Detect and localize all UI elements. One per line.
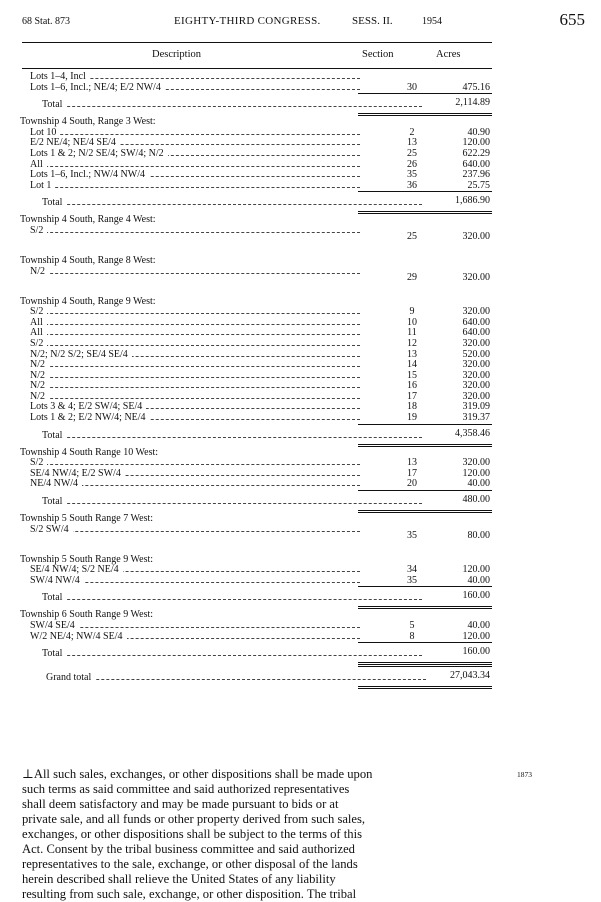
- row-description: Lots 1–6, Incl.; NW/4 NW/4: [30, 170, 360, 181]
- row-description: N/2: [30, 267, 360, 278]
- total-row: [0, 191, 601, 215]
- row-description: S/2: [30, 458, 360, 469]
- row-acres: 320.00: [462, 457, 490, 469]
- table-row: [0, 328, 601, 339]
- row-section: 13: [407, 348, 417, 360]
- table-row: [0, 402, 601, 413]
- row-description: Lots 1 & 2; E/2 NW/4; NE/4: [30, 413, 360, 424]
- row-section: 2: [409, 126, 415, 138]
- row-description: Lot 10: [30, 128, 360, 139]
- row-section: 15: [407, 369, 417, 381]
- row-description: Township 4 South, Range 9 West:: [20, 297, 160, 308]
- row-description: Total: [42, 497, 422, 508]
- row-description: S/2 SW/4: [30, 525, 360, 536]
- row-description: W/2 NE/4; NW/4 SE/4: [30, 632, 360, 643]
- row-description: All: [30, 160, 360, 171]
- row-description: Total: [42, 593, 422, 604]
- table-row: [0, 565, 601, 576]
- row-acres: 320.00: [462, 390, 490, 402]
- table-header: [22, 42, 492, 69]
- table-row: [0, 339, 601, 350]
- row-description: E/2 NE/4; NE/4 SE/4: [30, 138, 360, 149]
- total-row: [0, 666, 601, 690]
- row-description: SE/4 NW/4; S/2 NE/4: [30, 565, 360, 576]
- row-description: SE/4 NW/4; E/2 SW/4: [30, 469, 360, 480]
- page-header: [0, 10, 601, 34]
- year-label: 1954: [422, 16, 442, 27]
- row-description: Grand total: [46, 673, 426, 684]
- row-acres: 120.00: [462, 564, 490, 576]
- row-description: Total: [42, 198, 422, 209]
- paragraph-line: resulting from such sale, exchange, or other disposition. The tribal: [22, 887, 357, 901]
- row-section: 20: [407, 478, 417, 490]
- table-row: [0, 138, 601, 149]
- row-acres: 2,114.89: [455, 97, 490, 109]
- row-section: 12: [407, 337, 417, 349]
- row-acres: 120.00: [462, 137, 490, 149]
- table-row: [0, 181, 601, 192]
- row-description: N/2: [30, 381, 360, 392]
- row-section: 35: [407, 529, 417, 541]
- row-acres: 27,043.34: [450, 670, 490, 682]
- paragraph-line: ⊥All such sales, exchanges, or other dispositions shall be made upon: [22, 767, 373, 781]
- page-number: 655: [559, 10, 585, 29]
- row-acres: 475.16: [462, 81, 490, 93]
- row-acres: 80.00: [467, 529, 490, 541]
- row-description: All: [30, 328, 360, 339]
- row-acres: 319.09: [462, 401, 490, 413]
- table-row: [0, 128, 601, 139]
- row-description: Lots 1 & 2; N/2 SE/4; SW/4; N/2: [30, 149, 360, 160]
- township-heading: [0, 117, 601, 128]
- paragraph-line: such terms as said committee and said authorized representatives: [22, 782, 350, 796]
- table-row: [0, 83, 601, 94]
- row-section: 13: [407, 457, 417, 469]
- table-row: [0, 318, 601, 329]
- paragraph-line: shall deem satisfactory and may be made pursuant to bids or at: [22, 797, 339, 811]
- margin-page-note: 1873: [517, 770, 532, 779]
- spacer: [0, 248, 601, 256]
- row-acres: 4,358.46: [455, 427, 490, 439]
- table-row: [0, 413, 601, 424]
- paragraph-line: exchanges, or other dispositions shall be subject to the terms of this: [22, 827, 362, 841]
- row-description: Township 4 South, Range 4 West:: [20, 215, 160, 226]
- row-acres: 40.00: [467, 574, 490, 586]
- table-row: [0, 72, 601, 83]
- row-section: 9: [409, 306, 415, 318]
- paragraph-line: representatives to the sale, exchange, or other disposal of the lands: [22, 857, 358, 871]
- row-section: 30: [407, 81, 417, 93]
- land-table-body: [0, 72, 601, 690]
- row-description: Township 5 South Range 7 West:: [20, 514, 157, 525]
- row-acres: 320.00: [462, 230, 490, 242]
- table-row: [0, 525, 601, 547]
- table-row: [0, 621, 601, 632]
- statute-reference: 68 Stat. 873: [22, 16, 71, 27]
- total-row: [0, 424, 601, 448]
- row-acres: 40.00: [467, 478, 490, 490]
- row-acres: 480.00: [462, 494, 490, 506]
- row-section: 26: [407, 158, 417, 170]
- table-row: [0, 469, 601, 480]
- row-acres: 40.90: [467, 126, 490, 138]
- row-description: N/2; N/2 S/2; SE/4 SE/4: [30, 350, 360, 361]
- row-acres: 640.00: [462, 316, 490, 328]
- row-acres: 237.96: [462, 169, 490, 181]
- row-section: 29: [407, 271, 417, 283]
- row-section: 8: [409, 630, 415, 642]
- row-section: 19: [407, 412, 417, 424]
- column-header-description: Description: [152, 49, 201, 60]
- township-heading: [0, 514, 601, 525]
- row-description: Lots 3 & 4; E/2 SW/4; SE/4: [30, 402, 360, 413]
- row-description: N/2: [30, 392, 360, 403]
- row-description: SW/4 NW/4: [30, 576, 360, 587]
- table-row: [0, 632, 601, 643]
- running-title: EIGHTY-THIRD CONGRESS.: [174, 15, 321, 27]
- row-section: 34: [407, 564, 417, 576]
- paragraph-line: Act. Consent by the tribal business committee and said authorized: [22, 842, 355, 856]
- row-description: S/2: [30, 226, 360, 237]
- row-description: Township 4 South, Range 8 West:: [20, 256, 160, 267]
- row-description: Lot 1: [30, 181, 360, 192]
- table-row: [0, 371, 601, 382]
- row-acres: 319.37: [462, 412, 490, 424]
- row-section: 14: [407, 359, 417, 371]
- row-acres: 1,686.90: [455, 195, 490, 207]
- row-acres: 40.00: [467, 620, 490, 631]
- spacer: [0, 289, 601, 297]
- row-section: 10: [407, 316, 417, 328]
- row-section: 17: [407, 390, 417, 402]
- table-row: [0, 576, 601, 587]
- row-description: NE/4 NW/4: [30, 479, 360, 490]
- row-section: 13: [407, 137, 417, 149]
- row-acres: 320.00: [462, 380, 490, 392]
- row-section: 18: [407, 401, 417, 413]
- table-row: [0, 170, 601, 181]
- total-row: [0, 93, 601, 117]
- session-label: SESS. II.: [352, 15, 393, 27]
- row-description: Township 4 South Range 10 West:: [20, 448, 162, 459]
- row-description: Township 5 South Range 9 West:: [20, 555, 157, 566]
- row-acres: 120.00: [462, 630, 490, 642]
- township-heading: [0, 297, 601, 308]
- body-paragraph: [22, 767, 490, 902]
- table-row: [0, 307, 601, 318]
- row-description: Lots 1–4, Incl: [30, 72, 360, 83]
- row-acres: 640.00: [462, 327, 490, 339]
- column-header-section: Section: [362, 49, 394, 60]
- row-section: 16: [407, 380, 417, 392]
- row-description: Township 4 South, Range 3 West:: [20, 117, 160, 128]
- row-description: Total: [42, 100, 422, 111]
- row-description: S/2: [30, 307, 360, 318]
- row-section: 11: [407, 327, 417, 339]
- row-acres: 320.00: [462, 271, 490, 283]
- table-row: [0, 226, 601, 248]
- paragraph-line: herein described shall relieve the United States of any liability: [22, 872, 336, 886]
- row-description: N/2: [30, 371, 360, 382]
- row-acres: 640.00: [462, 158, 490, 170]
- row-section: 36: [407, 179, 417, 191]
- row-acres: 320.00: [462, 306, 490, 318]
- row-acres: 25.75: [467, 179, 490, 191]
- township-heading: [0, 448, 601, 459]
- row-description: N/2: [30, 360, 360, 371]
- row-description: S/2: [30, 339, 360, 350]
- table-row: [0, 381, 601, 392]
- table-row: [0, 392, 601, 403]
- table-row: [0, 458, 601, 469]
- total-row: [0, 642, 601, 666]
- township-heading: [0, 215, 601, 226]
- township-heading: [0, 555, 601, 566]
- table-row: [0, 350, 601, 361]
- table-row: [0, 360, 601, 371]
- township-heading: [0, 610, 601, 621]
- column-header-acres: Acres: [436, 49, 461, 60]
- row-section: 25: [407, 147, 417, 159]
- row-description: All: [30, 318, 360, 329]
- paragraph-line: private sale, and all funds or other property derived from such sales,: [22, 812, 366, 826]
- row-acres: 120.00: [462, 467, 490, 479]
- row-acres: 320.00: [462, 359, 490, 371]
- row-section: 17: [407, 467, 417, 479]
- row-description: Total: [42, 431, 422, 442]
- total-row: [0, 586, 601, 610]
- row-description: SW/4 SE/4: [30, 621, 360, 632]
- row-acres: 320.00: [462, 369, 490, 381]
- row-description: Lots 1–6, Incl.; NE/4; E/2 NW/4: [30, 83, 360, 94]
- row-section: 35: [407, 169, 417, 181]
- row-section: 5: [409, 620, 415, 631]
- row-section: 25: [407, 230, 417, 242]
- row-description: Township 6 South Range 9 West:: [20, 610, 157, 621]
- row-acres: 160.00: [462, 590, 490, 602]
- row-acres: 160.00: [462, 646, 490, 658]
- row-acres: 622.29: [462, 147, 490, 159]
- row-section: 35: [407, 574, 417, 586]
- row-acres: 520.00: [462, 348, 490, 360]
- total-row: [0, 490, 601, 514]
- table-row: [0, 149, 601, 160]
- table-row: [0, 160, 601, 171]
- township-heading: [0, 256, 601, 267]
- row-acres: 320.00: [462, 337, 490, 349]
- table-row: [0, 267, 601, 289]
- row-description: Total: [42, 649, 422, 660]
- table-row: [0, 479, 601, 490]
- spacer: [0, 547, 601, 555]
